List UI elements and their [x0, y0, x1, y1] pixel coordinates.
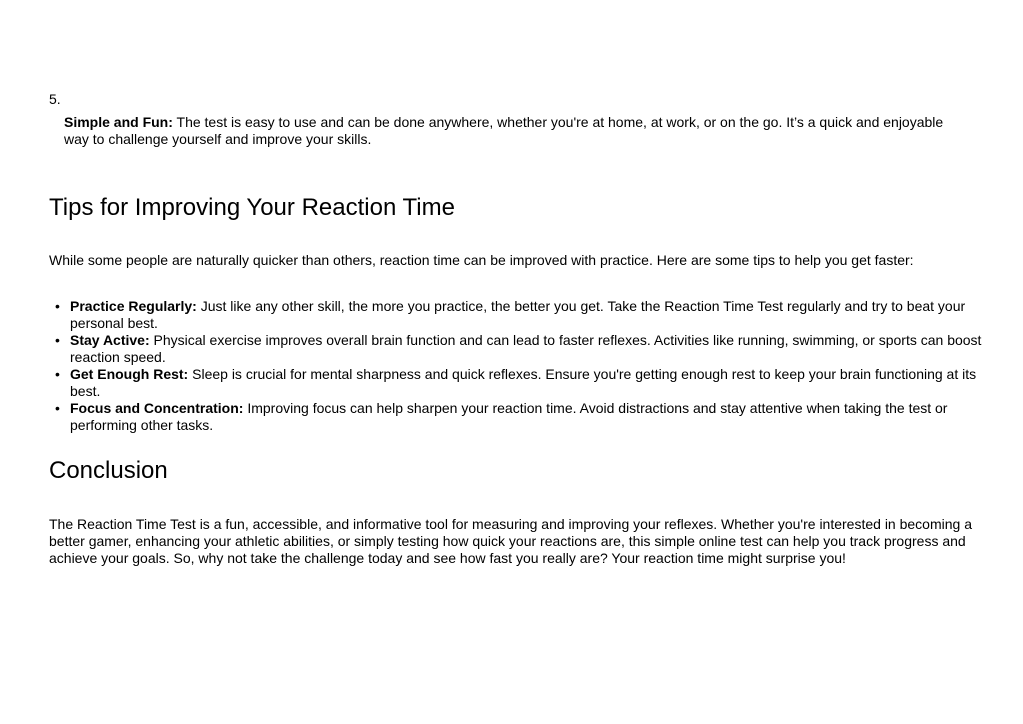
tip-label: Practice Regularly: [70, 298, 197, 314]
bullet-icon: • [55, 400, 60, 416]
bullet-icon: • [55, 332, 60, 348]
bullet-icon: • [55, 298, 60, 314]
list-item-simple-and-fun [64, 114, 969, 148]
tips-intro-paragraph: While some people are naturally quicker than others, reaction time can be improved with practice. Here are some tips to help you get faster: [49, 252, 914, 268]
tip-text: Just like any other skill, the more you practice, the better you get. Take the Reaction Time Test regularly and try to beat your personal best. [70, 298, 966, 331]
tips-list [49, 298, 998, 434]
tip-label: Focus and Concentration: [70, 400, 244, 416]
tip-text: Sleep is crucial for mental sharpness and quick reﬂexes. Ensure you're getting enough rest to keep your brain functioning at its best. [70, 366, 977, 399]
tip-label: Get Enough Rest: [70, 366, 189, 382]
bullet-icon: • [55, 366, 60, 382]
tip-stay-active [55, 332, 998, 366]
tip-focus-and-concentration [55, 400, 998, 434]
tip-get-enough-rest [55, 366, 998, 400]
tip-text: Improving focus can help sharpen your reaction time. Avoid distractions and stay attentive when taking the test or performing other tasks. [70, 400, 948, 433]
list-item-label: Simple and Fun: [64, 114, 173, 130]
tip-practice-regularly [55, 298, 998, 332]
tip-label: Stay Active: [70, 332, 150, 348]
list-item-text: The test is easy to use and can be done anywhere, whether you're at home, at work, or on the go. It’s a quick and enjoyable way to challenge yourself and improve your skills. [64, 114, 944, 147]
tip-text: Physical exercise improves overall brain function and can lead to faster reﬂexes. Activities like running, swimming, or sports can boost reaction speed. [70, 332, 982, 365]
conclusion-paragraph: The Reaction Time Test is a fun, accessible, and informative tool for measuring and improving your reﬂexes. Whether you're interested in becoming a better gamer, enhancing your athletic abilities, or simply testing how quick your reactions are, this simple online test can help you track progress and achieve your goals. So, why not take the challenge today and see how fast you really are? Your reaction time might surprise you! [49, 516, 972, 566]
tips-heading: Tips for Improving Your Reaction Time [49, 194, 455, 221]
list-item-number: 5. [49, 91, 61, 107]
conclusion-heading: Conclusion [49, 457, 168, 484]
